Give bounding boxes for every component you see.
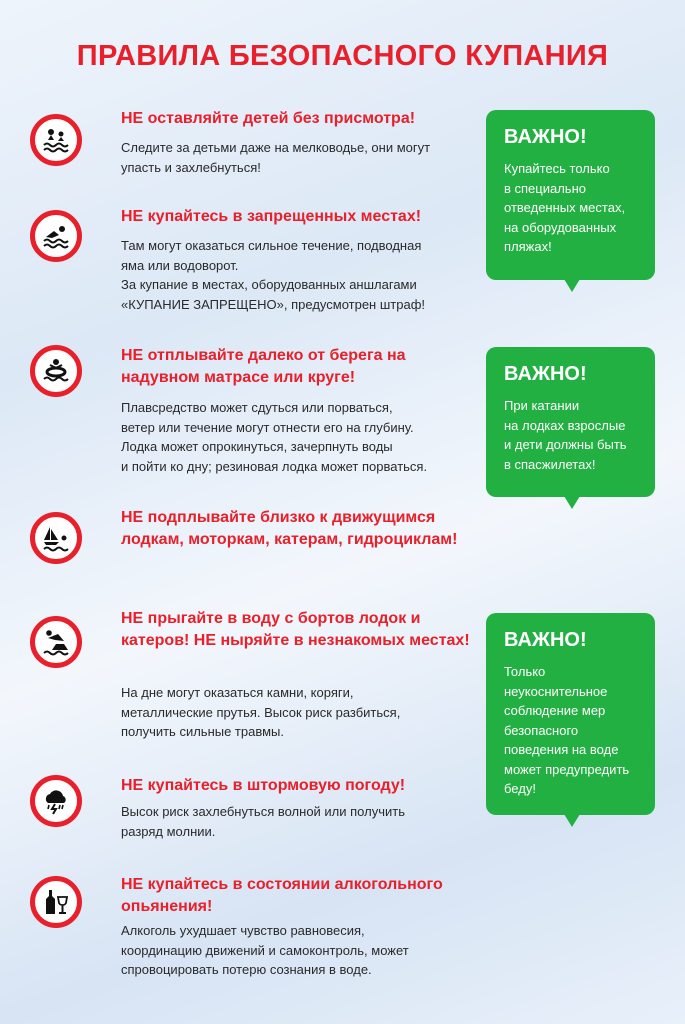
alcohol-icon	[30, 876, 82, 928]
sailboat-swimmer-icon	[30, 512, 82, 564]
rule-heading: НЕ отплывайте далеко от берега на надувном матрасе или круге!	[121, 347, 406, 386]
note-text: Только неукоснительное соблюдение мер безопасного поведения на воде может предупредить беду!	[504, 664, 630, 796]
rule-text: Высок риск захлебнуться волной или получить разряд молнии.	[121, 804, 405, 839]
rule-text: Там могут оказаться сильное течение, подводная яма или водоворот. За купание в местах, оборудованных аншлагами «КУПАНИЕ ЗАПРЕЩЕНО», предусмотрен штраф!	[121, 238, 426, 312]
page-title: ПРАВИЛА БЕЗОПАСНОГО КУПАНИЯ	[76, 40, 609, 72]
note-heading: ВАЖНО!	[504, 363, 587, 385]
swimmer-icon	[30, 210, 82, 262]
swim-ring-icon	[30, 345, 82, 397]
note-text: При катании на лодках взрослые и дети должны быть в спасжилетах!	[504, 398, 627, 472]
note-heading: ВАЖНО!	[504, 629, 587, 651]
diving-icon	[30, 616, 82, 668]
rule-text: На дне могут оказаться камни, коряги, металлические прутья. Высок риск разбиться, получить сильные травмы.	[121, 685, 401, 739]
children-swimming-icon	[30, 114, 82, 166]
storm-cloud-icon	[30, 775, 82, 827]
note-heading: ВАЖНО!	[504, 126, 587, 148]
rule-heading: НЕ купайтесь в состоянии алкогольного опьянения!	[121, 876, 443, 915]
important-note	[486, 110, 655, 280]
rule-heading: НЕ купайтесь в штормовую погоду!	[121, 777, 406, 794]
note-text: Купайтесь только в специально отведенных местах, на оборудованных пляжах!	[504, 161, 626, 254]
rule-text: Следите за детьми даже на мелководье, они могут упасть и захлебнуться!	[121, 140, 431, 175]
rule-heading: НЕ подплывайте близко к движущимся лодкам, моторкам, катерам, гидроциклам!	[121, 509, 458, 548]
rule-heading: НЕ оставляйте детей без присмотра!	[121, 110, 416, 127]
important-note	[486, 613, 655, 815]
rule-heading: НЕ купайтесь в запрещенных местах!	[121, 208, 422, 225]
rule-text: Плавсредство может сдуться или порваться, ветер или течение могут отнести его на глубину. Лодка может опрокинуться, зачерпнуть воды и пойти ко дну; резиновая лодка может порваться.	[121, 400, 428, 474]
important-note	[486, 347, 655, 497]
rule-text: Алкоголь ухудшает чувство равновесия, координацию движений и самоконтроль, может спровоцировать потерю сознания в воде.	[121, 923, 409, 977]
rule-heading: НЕ прыгайте в воду с бортов лодок и катеров! НЕ ныряйте в незнакомых местах!	[121, 610, 470, 649]
